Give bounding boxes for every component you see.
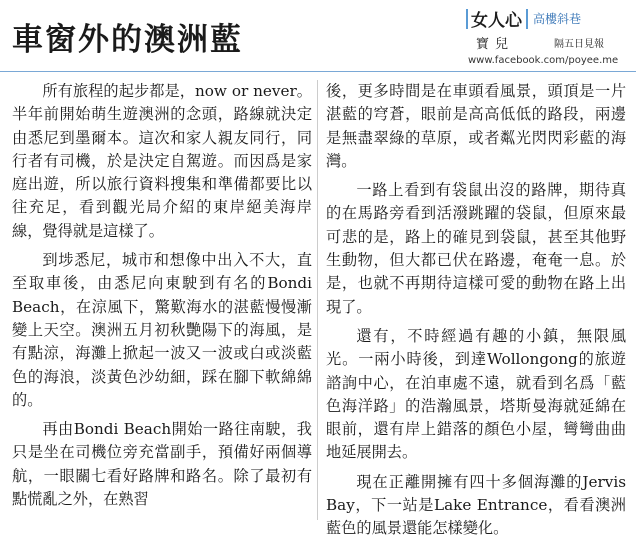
column-masthead <box>466 6 630 64</box>
masthead-accent-bar <box>526 9 528 29</box>
article-column-left <box>12 80 312 517</box>
article-paragraph: 到埗悉尼，城市和想像中出入不大，直至取車後，由悉尼向東駛到有名的Bondi Beach，在涼風下，驚歎海水的湛藍慢慢漸變上天空。澳洲五月初秋艷陽下的海風，是有點涼，海灘上掀起一波又一波或白或淡藍色的海浪，淡黃色沙幼細，踩在腳下軟綿綿的。 <box>12 251 312 409</box>
article-paragraph: 還有，不時經過有趣的小鎮，無限風光。一兩小時後，到達Wollongong的旅遊諮詢中心，在泊車處不遠，就看到名爲「藍色海洋路」的浩瀚風景，塔斯曼海就延綿在眼前，還有岸上錯落的顏色小屋，彎彎曲曲地延展開去。 <box>326 326 626 462</box>
article-title: 車窗外的澳洲藍 <box>12 22 243 58</box>
column-divider <box>317 80 318 520</box>
article-paragraph: 後，更多時間是在車頭看風景，頭頂是一片湛藍的穹蒼，眼前是高高低低的路段，兩邊是無盡翠綠的草原，或者粼光閃閃彩藍的海灣。 <box>326 82 626 170</box>
header-rule <box>0 71 636 72</box>
masthead-accent-bar <box>466 9 468 29</box>
publication-schedule: 隔五日見報 <box>554 39 605 50</box>
article-column-right <box>326 80 626 547</box>
author-name: 寶兒 <box>476 37 515 52</box>
column-name: 女人心 <box>471 11 522 31</box>
article-paragraph: 現在正離開擁有四十多個海灘的Jervis Bay，下一站是Lake Entrance，看看澳洲藍色的風景還能怎樣變化。 <box>326 472 626 538</box>
facebook-link[interactable]: www.facebook.com/poyee.me <box>468 55 619 66</box>
column-tag: 高樓斜巷 <box>533 12 582 26</box>
article-paragraph: 再由Bondi Beach開始一路往南駛，我只是坐在司機位旁充當副手，預備好兩個導航，一眼關七看好路牌和路名。除了最初有點慌亂之外，在熟習 <box>12 420 312 509</box>
article-paragraph: 一路上看到有袋鼠出沒的路牌，期待真的在馬路旁看到活潑跳躍的袋鼠，但原來最可悲的是，路上的確見到袋鼠，甚至其他野生動物，但大都已伏在路邊，奄奄一息。於是，也就不再期待這樣可愛的動物在路上出現了。 <box>326 181 626 316</box>
article-paragraph: 所有旅程的起步都是，now or never。半年前開始萌生遊澳洲的念頭，路線就決定由悉尼到墨爾本。這次和家人親友同行，同行者有司機，於是決定自駕遊。而因爲是家庭出遊，所以旅行資料搜集和準備都要比以往充足，看到觀光局介紹的東岸絕美海岸線，覺得就是這樣了。 <box>12 82 312 240</box>
